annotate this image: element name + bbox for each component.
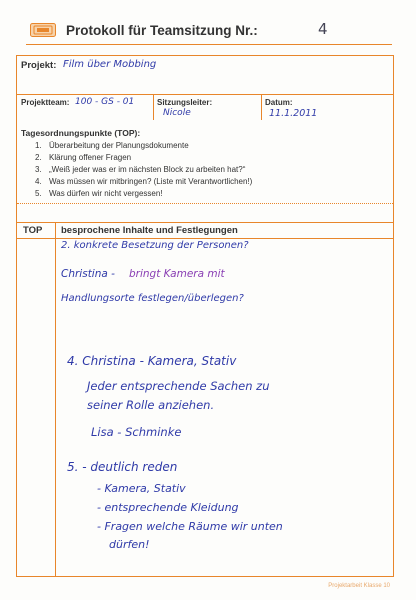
- team-value: 100 - GS - 01: [75, 97, 135, 107]
- footer-text: Projektarbeit Klasse 10: [328, 583, 390, 589]
- note-line: - entsprechende Kleidung: [97, 501, 239, 514]
- agenda-title: Tagesordnungspunkte (TOP):: [21, 128, 141, 138]
- content-column-header: besprochene Inhalte und Festlegungen: [61, 225, 238, 236]
- project-label: Projekt:: [21, 60, 57, 71]
- note-line: dürfen!: [109, 538, 150, 551]
- leader-label: Sitzungsleiter:: [157, 98, 213, 107]
- meeting-number: 4: [318, 20, 328, 38]
- note-line: - Kamera, Stativ: [97, 482, 186, 495]
- agenda-list: [35, 140, 252, 200]
- note-line: seiner Rolle anziehen.: [87, 398, 215, 412]
- divider: [17, 94, 393, 95]
- note-line: 5. - deutlich reden: [67, 460, 178, 474]
- divider: [17, 203, 393, 204]
- agenda-item: 3. „Weiß jeder was er im nächsten Block zu arbeiten hat?“: [35, 165, 246, 174]
- project-value: Film über Mobbing: [63, 59, 157, 70]
- note-line: - Fragen welche Räume wir unten: [97, 520, 283, 533]
- leader-value: Nicole: [163, 108, 191, 118]
- divider: [153, 94, 154, 120]
- header-title: Protokoll für Teamsitzung Nr.:: [66, 23, 258, 38]
- folder-logo-icon: [30, 23, 56, 37]
- note-line: 2. konkrete Besetzung der Personen?: [61, 240, 249, 251]
- note-line: Christina -: [61, 268, 115, 280]
- protocol-header: [26, 20, 392, 45]
- team-label: Projektteam:: [21, 98, 70, 107]
- note-line: Jeder entsprechende Sachen zu: [87, 379, 270, 393]
- date-value: 11.1.2011: [269, 108, 318, 119]
- agenda-item: 5. Was dürfen wir nicht vergessen!: [35, 189, 163, 198]
- divider: [17, 238, 393, 239]
- date-label: Datum:: [265, 98, 293, 107]
- note-line: Handlungsorte festlegen/überlegen?: [61, 293, 244, 304]
- agenda-item: 1. Überarbeitung der Planungsdokumente: [35, 141, 189, 150]
- divider: [17, 222, 393, 223]
- divider: [261, 94, 262, 120]
- note-line: 4. Christina - Kamera, Stativ: [67, 354, 237, 368]
- note-line: bringt Kamera mit: [129, 268, 225, 280]
- note-line: Lisa - Schminke: [91, 425, 182, 439]
- agenda-item: 4. Was müssen wir mitbringen? (Liste mit Verantwortlichen!): [35, 177, 253, 186]
- divider: [55, 222, 56, 576]
- top-column-header: TOP: [23, 225, 43, 236]
- protocol-form: [16, 55, 394, 577]
- agenda-item: 2. Klärung offener Fragen: [35, 153, 132, 162]
